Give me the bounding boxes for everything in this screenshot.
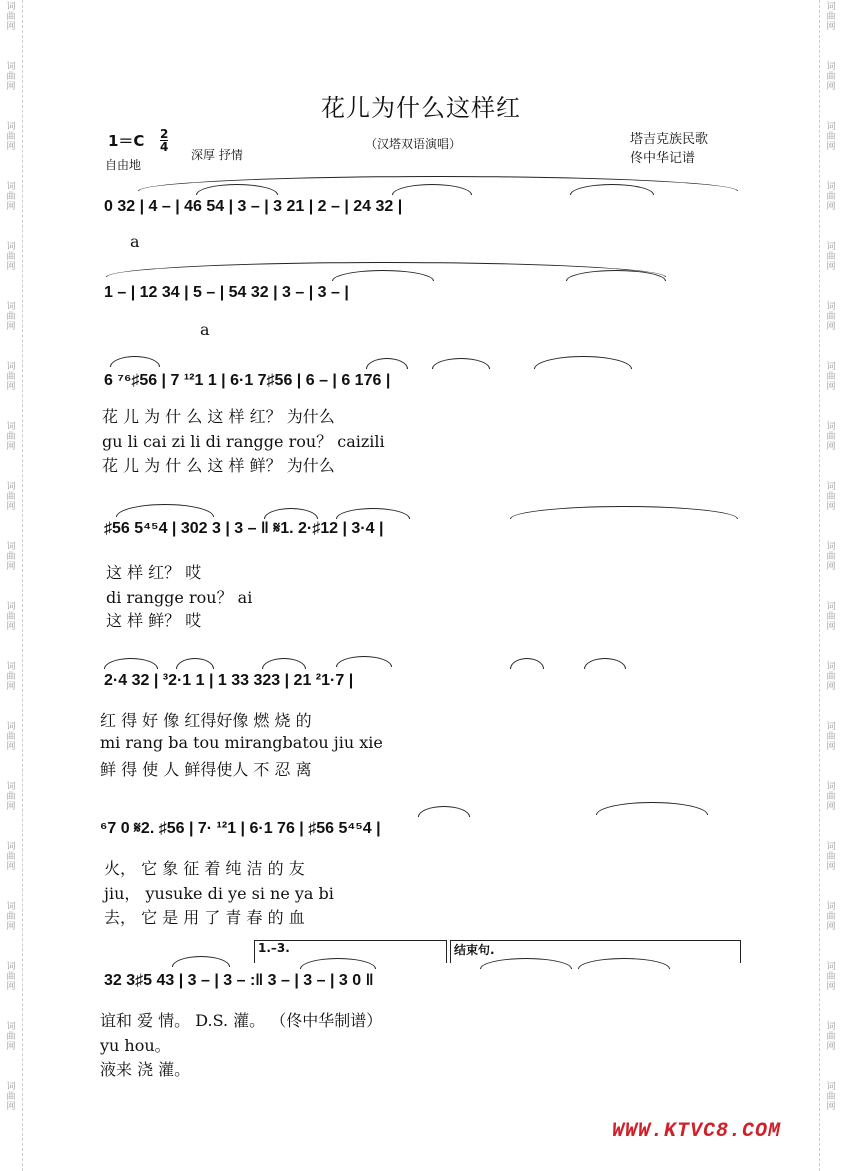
first-ending-bracket: 1.–3. — [254, 940, 447, 963]
side-watermark: 词 曲 网 — [826, 722, 836, 752]
side-watermark: 词 曲 网 — [6, 842, 16, 872]
tie-slur — [418, 806, 470, 817]
subtitle: （汉塔双语演唱） — [365, 137, 462, 151]
tie-slur — [104, 658, 158, 669]
side-watermark: 词 曲 网 — [826, 182, 836, 212]
side-watermark: 词 曲 网 — [6, 362, 16, 392]
side-watermark: 词 曲 网 — [6, 722, 16, 752]
side-watermark: 词 曲 网 — [6, 962, 16, 992]
side-watermark: 词 曲 网 — [826, 122, 836, 152]
expression-marking: 深厚 抒情 — [191, 148, 243, 162]
side-watermark: 词 曲 网 — [6, 602, 16, 632]
final-ending-bracket: 结束句. — [450, 940, 741, 963]
side-watermark: 词 曲 网 — [826, 62, 836, 92]
tie-slur — [172, 956, 230, 967]
time-signature-top: 2 — [160, 127, 169, 141]
side-watermark: 词 曲 网 — [826, 902, 836, 932]
line-3-lyric-verse-1: 花 儿 为 什 么 这 样 红？ 为什么 — [102, 407, 335, 426]
line-7-lyric-verse-2: 液来 浇 灌。 — [100, 1060, 191, 1079]
phrase-slur — [510, 506, 738, 519]
arranger-credit: 佟中华记谱 — [630, 151, 696, 166]
line-5-lyric-transliteration: mi rang ba tou mirangbatou jiu xie — [100, 733, 383, 752]
side-watermark: 词 曲 网 — [6, 1082, 16, 1112]
staff-line-6-notes: ⁶7 0 𝄋2. ♯56 | 7· ¹²1 | 6·1 76 | ♯56 5⁴⁵4 | — [100, 820, 381, 837]
composer-credit: 塔吉克族民歌 — [630, 132, 709, 147]
tie-slur — [510, 658, 544, 669]
tie-slur — [110, 356, 160, 367]
side-watermark: 词 曲 网 — [6, 1022, 16, 1052]
side-watermark: 词 曲 网 — [826, 602, 836, 632]
side-watermark: 词 曲 网 — [6, 422, 16, 452]
staff-line-5-notes: 2·4 32 | ³2·1 1 | 1 33 323 | 21 ²1·7 | — [104, 672, 354, 689]
line-6-lyric-verse-1: 火， 它 象 征 着 纯 洁 的 友 — [104, 859, 305, 878]
time-signature-bottom: 4 — [160, 140, 169, 154]
tempo-marking: 自由地 — [105, 158, 142, 172]
song-title: 花儿为什么这样红 — [321, 94, 521, 122]
side-watermark: 词 曲 网 — [6, 2, 16, 32]
tie-slur — [116, 504, 214, 517]
tie-slur — [262, 658, 306, 669]
side-watermark: 词 曲 网 — [6, 242, 16, 272]
line-6-lyric-transliteration: jiu， yusuke di ye si ne ya bi — [104, 884, 334, 903]
staff-line-7-notes: 32 3♯5 43 | 3 – | 3 – :‖ 3 – | 3 – | 3 0 ‖ — [104, 972, 374, 989]
side-watermark: 词 曲 网 — [826, 242, 836, 272]
line-5-lyric-verse-1: 红 得 好 像 红得好像 燃 烧 的 — [100, 711, 312, 730]
line-2-lyric: a — [200, 320, 210, 339]
side-watermark: 词 曲 网 — [826, 1082, 836, 1112]
key-signature: 1＝C — [108, 132, 145, 150]
side-watermark: 词 曲 网 — [6, 482, 16, 512]
tie-slur — [336, 508, 410, 519]
side-watermark: 词 曲 网 — [826, 362, 836, 392]
side-watermark: 词 曲 网 — [826, 422, 836, 452]
side-watermark: 词 曲 网 — [6, 662, 16, 692]
time-signature — [160, 128, 168, 153]
staff-line-4-notes: ♯56 5⁴⁵4 | 302 3 | 3 – ‖ 𝄋1. 2·♯12 | 3·4 | — [104, 520, 384, 537]
side-watermark: 词 曲 网 — [826, 1022, 836, 1052]
staff-line-2-notes: 1 – | 12 34 | 5 – | 54 32 | 3 – | 3 – | — [104, 284, 349, 301]
side-watermark: 词 曲 网 — [826, 782, 836, 812]
staff-line-3-notes: 6 ⁷⁶♯56 | 7 ¹²1 1 | 6·1 7♯56 | 6 – | 6 176 | — [104, 372, 391, 389]
line-1-lyric: a — [130, 232, 140, 251]
side-watermark: 词 曲 网 — [826, 662, 836, 692]
side-watermark: 词 曲 网 — [6, 182, 16, 212]
side-watermark: 词 曲 网 — [6, 302, 16, 332]
side-watermark: 词 曲 网 — [6, 122, 16, 152]
line-3-lyric-verse-2: 花 儿 为 什 么 这 样 鲜？ 为什么 — [102, 456, 335, 475]
side-watermark: 词 曲 网 — [826, 842, 836, 872]
line-4-lyric-verse-2: 这 样 鲜？ 哎 — [106, 611, 202, 630]
side-watermark: 词 曲 网 — [826, 302, 836, 332]
tie-slur — [176, 658, 214, 669]
line-7-lyric-transliteration: yu hou。 — [100, 1036, 171, 1055]
side-watermark: 词 曲 网 — [826, 542, 836, 572]
tie-slur — [432, 358, 490, 369]
tie-slur — [534, 356, 632, 369]
side-watermark: 词 曲 网 — [826, 482, 836, 512]
right-margin-watermark-strip — [819, 0, 842, 1171]
side-watermark: 词 曲 网 — [6, 62, 16, 92]
tie-slur — [336, 656, 392, 667]
line-4-lyric-verse-1: 这 样 红？ 哎 — [106, 563, 202, 582]
side-watermark: 词 曲 网 — [826, 962, 836, 992]
side-watermark: 词 曲 网 — [6, 542, 16, 572]
staff-line-1-notes: 0 32 | 4 – | 46 54 | 3 – | 3 21 | 2 – | 24 32 | — [104, 198, 403, 215]
line-7-lyric-verse-1: 谊和 爱 情。 D.S. 灌。 （佟中华制谱） — [100, 1011, 383, 1030]
line-5-lyric-verse-2: 鲜 得 使 人 鲜得使人 不 忍 离 — [100, 760, 312, 779]
tie-slur — [584, 658, 626, 669]
tie-slur — [366, 358, 408, 369]
line-6-lyric-verse-2: 去， 它 是 用 了 青 春 的 血 — [104, 908, 305, 927]
tie-slur — [596, 802, 708, 815]
line-3-lyric-transliteration: gu li cai zi li di rangge rou？ caizili — [102, 432, 385, 451]
side-watermark: 词 曲 网 — [6, 782, 16, 812]
site-logo[interactable]: WWW.KTVC8.COM — [612, 1120, 782, 1143]
left-margin-watermark-strip — [0, 0, 23, 1171]
side-watermark: 词 曲 网 — [6, 902, 16, 932]
side-watermark: 词 曲 网 — [826, 2, 836, 32]
line-4-lyric-transliteration: di rangge rou？ ai — [106, 588, 253, 607]
tie-slur — [264, 508, 318, 519]
